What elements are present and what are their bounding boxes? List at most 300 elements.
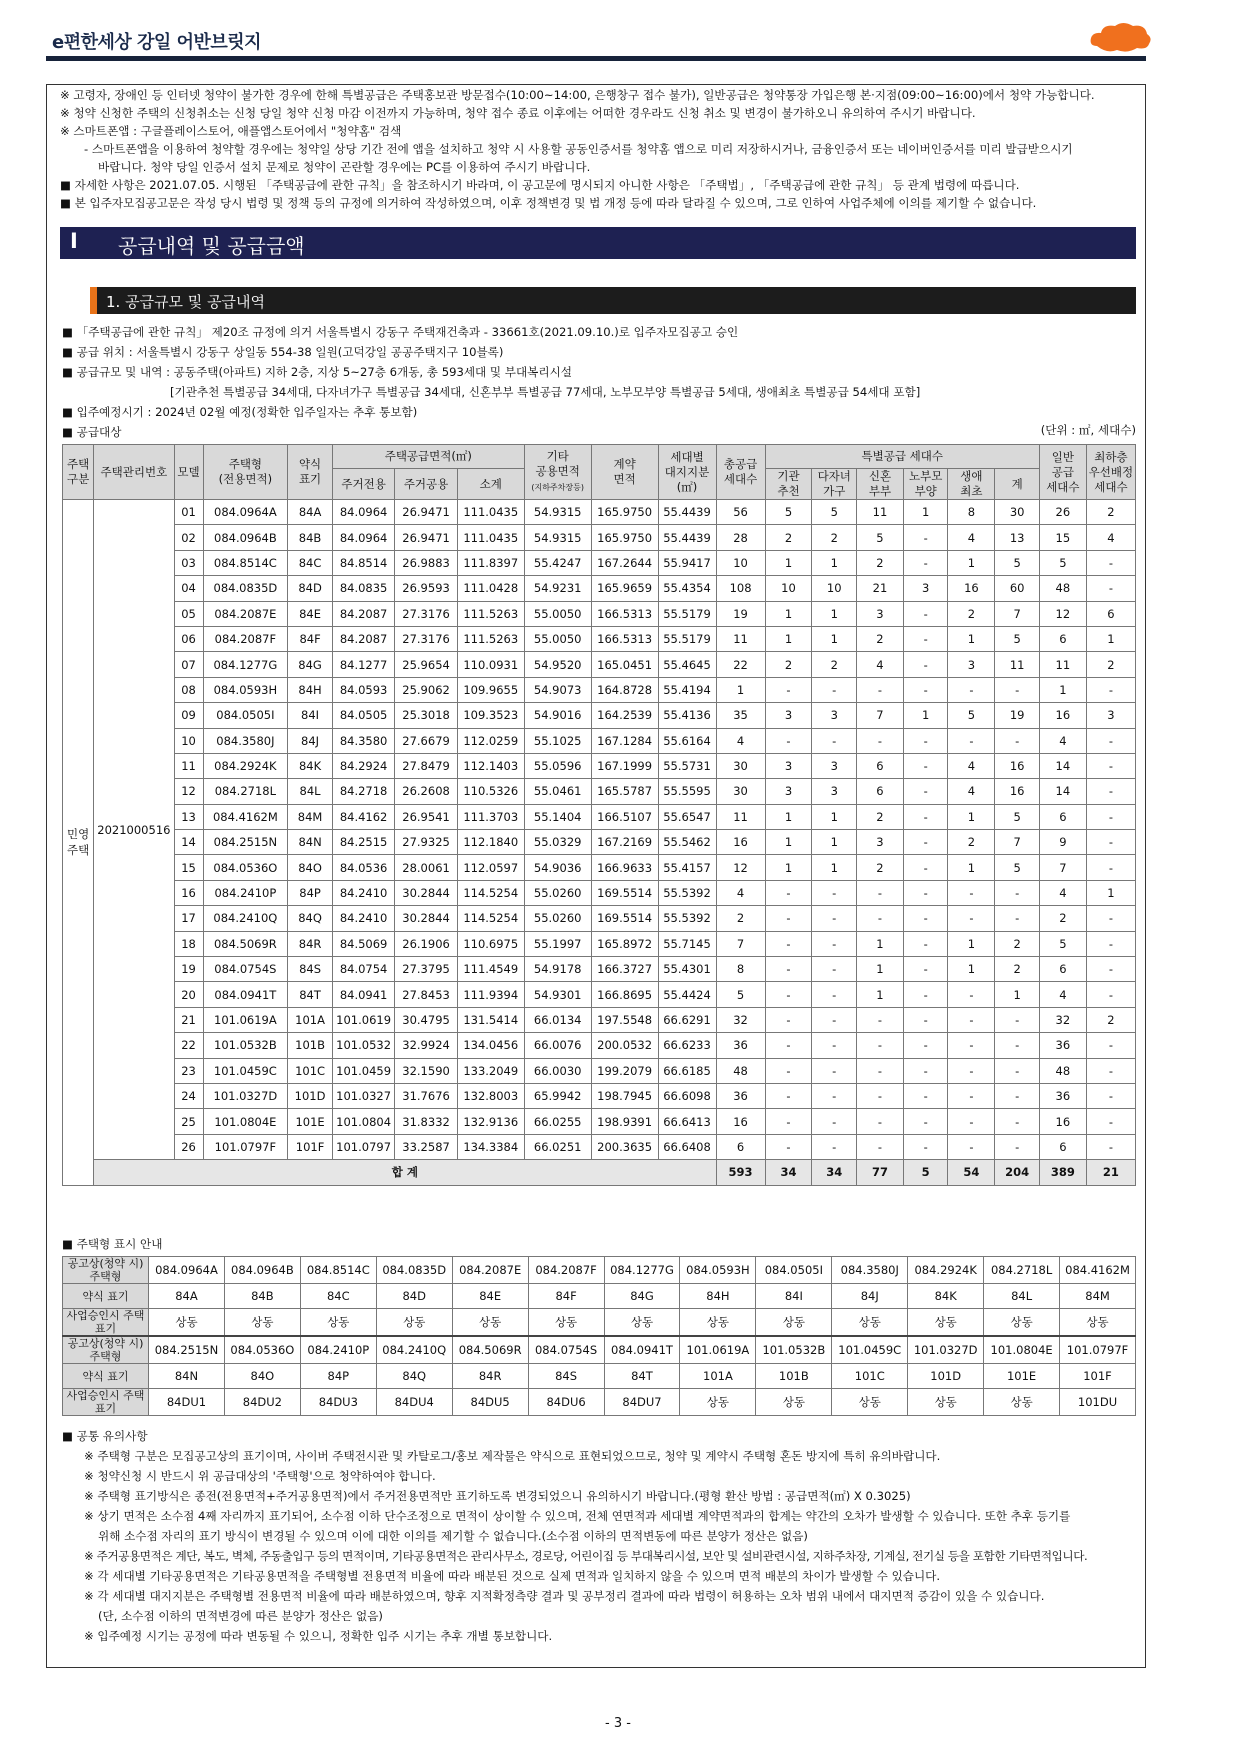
- table-cell: 19: [716, 601, 765, 626]
- table-cell: 20: [174, 982, 203, 1007]
- table-cell: 55.6547: [658, 804, 716, 829]
- type-cell: 84D: [376, 1284, 452, 1309]
- table-cell: -: [1086, 728, 1135, 753]
- table-cell: 55.5392: [658, 906, 716, 931]
- table-cell: 2: [857, 855, 904, 880]
- table-cell: 16: [716, 1109, 765, 1134]
- col-common: 주거공용: [395, 469, 457, 500]
- type-cell: 084.5069R: [452, 1336, 528, 1364]
- type-cell: 084.2087F: [528, 1257, 604, 1284]
- col-s5: 생애 최초: [948, 469, 995, 500]
- table-cell: -: [948, 1134, 995, 1159]
- table-cell: 10: [765, 576, 812, 601]
- table-cell: -: [948, 677, 995, 702]
- table-cell: 169.5514: [591, 906, 658, 931]
- table-cell: -: [812, 1007, 857, 1032]
- table-cell: 32: [716, 1007, 765, 1032]
- col-s1: 기관 추천: [765, 469, 812, 500]
- table-cell: 55.5462: [658, 830, 716, 855]
- table-cell: 27.3176: [395, 626, 457, 651]
- note-line: ※ 청약신청 시 반드시 위 공급대상의 '주택형'으로 청약하여야 합니다.: [84, 1469, 436, 1483]
- table-cell: 11: [174, 753, 203, 778]
- type-cell: 101D: [908, 1364, 984, 1389]
- table-cell: -: [765, 1134, 812, 1159]
- note-line: ※ 입주예정 시기는 공정에 따라 변동될 수 있으니, 정확한 입주 시기는 추후 개별 통보합니다.: [84, 1629, 553, 1643]
- table-cell: 4: [1086, 525, 1135, 550]
- note-line: ※ 청약 신청한 주택의 신청취소는 신청 당일 청약 신청 마감 이전까지 가능하며, 청약 접수 종료 이후에는 어떠한 경우라도 신청 취소 및 변경이 불가하오니 유의하여 주시기 바랍니다.: [60, 106, 976, 120]
- table-cell: 55.5179: [658, 626, 716, 651]
- table-cell: 166.5313: [591, 601, 658, 626]
- table-cell: -: [765, 1058, 812, 1083]
- type-cell: 101B: [756, 1364, 832, 1389]
- table-cell: 7: [995, 601, 1040, 626]
- table-cell: -: [857, 1083, 904, 1108]
- table-cell: -: [1086, 906, 1135, 931]
- table-cell: 66.0134: [524, 1007, 591, 1032]
- table-cell: 32.1590: [395, 1058, 457, 1083]
- table-cell: 06: [174, 626, 203, 651]
- table-cell: 197.5548: [591, 1007, 658, 1032]
- table-cell: -: [765, 880, 812, 905]
- table-cell: 2: [1086, 652, 1135, 677]
- table-cell: 7: [857, 703, 904, 728]
- table-cell: -: [995, 1134, 1040, 1159]
- table-cell: -: [1086, 1058, 1135, 1083]
- table-cell: 30.4795: [395, 1007, 457, 1032]
- table-cell: 16: [1039, 703, 1086, 728]
- type-cell: 084.0964B: [224, 1257, 300, 1284]
- note-line: ■ 본 입주자모집공고문은 작성 당시 법령 및 정책 등의 규정에 의거하여 작성하였으며, 이후 정책변경 및 법 개정 등에 따라 달라질 수 있으며, 그로 인하여 사업주체에 이의를 제기할 수 없습니다.: [60, 196, 1037, 210]
- subsection-title: 1. 공급규모 및 공급내역: [106, 293, 266, 311]
- type-cell: 084.0505I: [756, 1257, 832, 1284]
- table-cell: 3: [765, 753, 812, 778]
- table-cell: 3: [857, 830, 904, 855]
- table-cell: -: [948, 728, 995, 753]
- type-cell: 상동: [756, 1389, 832, 1416]
- table-cell: 112.1840: [457, 830, 524, 855]
- type-cell: 084.0593H: [680, 1257, 756, 1284]
- type-cell: 101.0804E: [984, 1336, 1060, 1364]
- type-cell: 84DU1: [149, 1389, 225, 1416]
- table-row: [63, 677, 1136, 702]
- type-cell: 84G: [604, 1284, 680, 1309]
- table-cell: 12: [174, 779, 203, 804]
- type-cell: 101.0532B: [756, 1336, 832, 1364]
- table-cell: 109.9655: [457, 677, 524, 702]
- table-cell: 84.0754: [332, 957, 394, 982]
- table-cell: 1: [948, 550, 995, 575]
- table-cell: -: [765, 728, 812, 753]
- table-row: [63, 906, 1136, 931]
- col-subtotal: 소계: [457, 469, 524, 500]
- table-row: [63, 703, 1136, 728]
- table-cell: 03: [174, 550, 203, 575]
- table-cell: 3: [812, 753, 857, 778]
- table-cell: 55.1997: [524, 931, 591, 956]
- note-line: ※ 주택형 표기방식은 종전(전용면적+주거공용면적)에서 주거전용면적만 표기하도록 변경되었으니 유의하시기 바랍니다.(평형 환산 방법 : 공급면적(㎡) X 0.3025): [84, 1489, 911, 1503]
- col-excl: 주거전용: [332, 469, 394, 500]
- total-cell: 21: [1086, 1160, 1135, 1185]
- type-cell: 상동: [908, 1309, 984, 1337]
- type-cell: 상동: [1060, 1309, 1136, 1337]
- table-cell: 84C: [288, 550, 333, 575]
- table-cell: -: [1086, 1033, 1135, 1058]
- table-cell: 111.0428: [457, 576, 524, 601]
- table-cell: -: [903, 728, 948, 753]
- table-cell: 084.3580J: [203, 728, 288, 753]
- table-cell: 26.9883: [395, 550, 457, 575]
- table-cell: 108: [716, 576, 765, 601]
- table-cell: 133.2049: [457, 1058, 524, 1083]
- table-cell: 15: [174, 855, 203, 880]
- table-cell: 167.2169: [591, 830, 658, 855]
- note-line: (단, 소수점 이하의 면적변경에 따른 분양가 정산은 없음): [98, 1609, 383, 1623]
- col-contract: 계약 면적: [591, 445, 658, 500]
- table-cell: 1: [765, 626, 812, 651]
- table-cell: 084.0754S: [203, 957, 288, 982]
- type-cell: 84N: [149, 1364, 225, 1389]
- table-cell: 198.9391: [591, 1109, 658, 1134]
- table-cell: -: [903, 753, 948, 778]
- table-cell: 101B: [288, 1033, 333, 1058]
- table-cell: -: [765, 957, 812, 982]
- table-cell: -: [995, 677, 1040, 702]
- type-cell: 084.2718L: [984, 1257, 1060, 1284]
- table-cell: 26: [174, 1134, 203, 1159]
- type-cell: 084.0964A: [149, 1257, 225, 1284]
- table-cell: 84P: [288, 880, 333, 905]
- table-row: [63, 779, 1136, 804]
- table-cell: 30: [716, 753, 765, 778]
- type-cell: 084.0941T: [604, 1336, 680, 1364]
- type-cell: 084.2515N: [149, 1336, 225, 1364]
- notice-notes: [60, 86, 1140, 212]
- table-cell: -: [903, 626, 948, 651]
- table-cell: 84K: [288, 753, 333, 778]
- table-cell: 111.9394: [457, 982, 524, 1007]
- type-row: [63, 1389, 1136, 1416]
- table-cell: 199.2079: [591, 1058, 658, 1083]
- table-cell: 32.9924: [395, 1033, 457, 1058]
- table-cell: 1: [948, 931, 995, 956]
- table-cell: 200.0532: [591, 1033, 658, 1058]
- table-cell: 66.6291: [658, 1007, 716, 1032]
- note-line: ※ 스마트폰앱 : 구글플레이스토어, 애플앱스토어에서 "청약홈" 검색: [60, 124, 402, 138]
- table-cell: 200.3635: [591, 1134, 658, 1159]
- table-cell: 1: [812, 626, 857, 651]
- supply-info: [62, 322, 1138, 442]
- table-cell: -: [1086, 550, 1135, 575]
- table-cell: 1: [857, 957, 904, 982]
- table-cell: 65.9942: [524, 1083, 591, 1108]
- table-cell: 55.9417: [658, 550, 716, 575]
- table-cell: -: [857, 677, 904, 702]
- type-cell: 상동: [376, 1309, 452, 1337]
- section-header: [60, 227, 1136, 259]
- subsection-accent: [90, 287, 97, 314]
- table-cell: 17: [174, 906, 203, 931]
- table-row: [63, 957, 1136, 982]
- table-cell: 11: [995, 652, 1040, 677]
- table-cell: 84.0835: [332, 576, 394, 601]
- total-cell: 34: [765, 1160, 812, 1185]
- info-line: ■ 공급대상: [62, 425, 122, 439]
- table-cell: 4: [948, 753, 995, 778]
- table-row: [63, 550, 1136, 575]
- table-cell: 2: [1086, 1007, 1135, 1032]
- table-cell: 84.5069: [332, 931, 394, 956]
- table-cell: 112.1403: [457, 753, 524, 778]
- table-cell: 16: [174, 880, 203, 905]
- type-cell: 084.1277G: [604, 1257, 680, 1284]
- table-cell: 084.0536O: [203, 855, 288, 880]
- table-cell: 6: [1039, 626, 1086, 651]
- table-cell: 101.0532B: [203, 1033, 288, 1058]
- table-cell: 1: [765, 830, 812, 855]
- table-cell: 164.8728: [591, 677, 658, 702]
- table-cell: 21: [174, 1007, 203, 1032]
- table-cell: -: [765, 1109, 812, 1134]
- table-cell: 2: [812, 652, 857, 677]
- type-cell: 101.0459C: [832, 1336, 908, 1364]
- table-cell: 84B: [288, 525, 333, 550]
- table-cell: 84.0964: [332, 525, 394, 550]
- type-cell: 84A: [149, 1284, 225, 1309]
- type-cell: 101F: [1060, 1364, 1136, 1389]
- table-cell: 84A: [288, 500, 333, 525]
- type-cell: 84K: [908, 1284, 984, 1309]
- table-cell: 084.8514C: [203, 550, 288, 575]
- table-cell: 1: [948, 957, 995, 982]
- table-cell: 167.2644: [591, 550, 658, 575]
- type-cell: 상동: [604, 1309, 680, 1337]
- table-cell: 8: [948, 500, 995, 525]
- table-cell: 6: [716, 1134, 765, 1159]
- table-cell: 26: [1039, 500, 1086, 525]
- table-cell: -: [812, 931, 857, 956]
- table-cell: 111.3703: [457, 804, 524, 829]
- type-cell: 상동: [300, 1309, 376, 1337]
- table-cell: -: [1086, 1083, 1135, 1108]
- table-cell: 55.0329: [524, 830, 591, 855]
- info-line: ■ 공급규모 및 내역 : 공동주택(아파트) 지하 2층, 지상 5~27층 6개동, 총 593세대 및 부대복리시설: [62, 365, 572, 379]
- table-cell: 111.5263: [457, 626, 524, 651]
- table-cell: 4: [948, 525, 995, 550]
- table-cell: 27.3176: [395, 601, 457, 626]
- table-cell: 6: [1039, 957, 1086, 982]
- table-cell: 3: [812, 779, 857, 804]
- table-cell: -: [812, 906, 857, 931]
- table-cell: 1: [812, 855, 857, 880]
- page-number: - 3 -: [605, 1716, 631, 1731]
- table-cell: 24: [174, 1083, 203, 1108]
- table-cell: 084.1277G: [203, 652, 288, 677]
- total-cell: 593: [716, 1160, 765, 1185]
- type-cell: 084.0536O: [224, 1336, 300, 1364]
- type-row-label: 공고상(청약 시) 주택형: [63, 1336, 149, 1364]
- table-cell: -: [1086, 753, 1135, 778]
- mgmt-number-cell: 2021000516: [94, 500, 174, 1160]
- table-cell: 5: [857, 525, 904, 550]
- col-lowest: 최하층 우선배정 세대수: [1086, 445, 1135, 500]
- table-cell: 26.9471: [395, 525, 457, 550]
- col-mgmt-no: 주택관리번호: [94, 445, 174, 500]
- table-cell: -: [903, 1007, 948, 1032]
- table-cell: 6: [1086, 601, 1135, 626]
- table-cell: 110.6975: [457, 931, 524, 956]
- table-cell: 66.6098: [658, 1083, 716, 1108]
- type-cell: 상동: [832, 1389, 908, 1416]
- table-cell: 101.0327D: [203, 1083, 288, 1108]
- table-cell: 084.0964A: [203, 500, 288, 525]
- table-cell: 5: [765, 500, 812, 525]
- table-row: [63, 1083, 1136, 1108]
- table-cell: 166.9633: [591, 855, 658, 880]
- table-cell: 1: [903, 703, 948, 728]
- table-cell: 84E: [288, 601, 333, 626]
- table-cell: 48: [716, 1058, 765, 1083]
- document-title: e편한세상 강일 어반브릿지: [52, 32, 262, 53]
- note-line: - 스마트폰앱을 이용하여 청약할 경우에는 청약일 상당 기간 전에 앱을 설치하고 청약 시 사용할 공동인증서를 청약홈 앱으로 미리 저장하시거나, 금융인증서 또는 네이버인증서를 미리 발급받으시기: [84, 142, 1073, 156]
- table-cell: 26.9471: [395, 500, 457, 525]
- table-cell: 132.8003: [457, 1083, 524, 1108]
- table-cell: -: [1086, 576, 1135, 601]
- table-cell: 6: [1039, 804, 1086, 829]
- table-cell: -: [903, 1033, 948, 1058]
- table-cell: 132.9136: [457, 1109, 524, 1134]
- table-cell: 101A: [288, 1007, 333, 1032]
- table-cell: -: [903, 855, 948, 880]
- table-cell: 84.2410: [332, 906, 394, 931]
- table-cell: 11: [857, 500, 904, 525]
- type-cell: 084.3580J: [832, 1257, 908, 1284]
- table-cell: -: [857, 1033, 904, 1058]
- table-cell: -: [995, 1058, 1040, 1083]
- table-cell: 25.9654: [395, 652, 457, 677]
- table-cell: -: [765, 931, 812, 956]
- type-cell: 101E: [984, 1364, 1060, 1389]
- table-cell: 55.0260: [524, 880, 591, 905]
- table-cell: 55.4194: [658, 677, 716, 702]
- brand-cloud-icon: [1087, 20, 1153, 56]
- table-cell: 55.4247: [524, 550, 591, 575]
- table-cell: 12: [1039, 601, 1086, 626]
- type-cell: 84DU5: [452, 1389, 528, 1416]
- table-cell: 1: [903, 500, 948, 525]
- table-cell: 15: [1039, 525, 1086, 550]
- table-row: [63, 525, 1136, 550]
- table-cell: 54.9016: [524, 703, 591, 728]
- type-cell: 084.2410P: [300, 1336, 376, 1364]
- table-cell: 84L: [288, 779, 333, 804]
- type-cell: 84O: [224, 1364, 300, 1389]
- table-cell: 66.6185: [658, 1058, 716, 1083]
- table-cell: 12: [716, 855, 765, 880]
- type-row-label: 약식 표기: [63, 1284, 149, 1309]
- table-cell: 3: [765, 703, 812, 728]
- type-cell: 084.2410Q: [376, 1336, 452, 1364]
- table-cell: 1: [1086, 880, 1135, 905]
- type-cell: 084.4162M: [1060, 1257, 1136, 1284]
- table-cell: 109.3523: [457, 703, 524, 728]
- table-cell: -: [948, 1083, 995, 1108]
- table-cell: 27.9325: [395, 830, 457, 855]
- table-cell: -: [995, 1007, 1040, 1032]
- table-cell: 6: [857, 779, 904, 804]
- table-cell: 26.2608: [395, 779, 457, 804]
- table-cell: 1: [948, 855, 995, 880]
- type-cell: 84H: [680, 1284, 756, 1309]
- table-cell: 27.6679: [395, 728, 457, 753]
- table-cell: 84.8514: [332, 550, 394, 575]
- table-row: [63, 1134, 1136, 1159]
- table-cell: -: [948, 1109, 995, 1134]
- table-cell: 101D: [288, 1083, 333, 1108]
- table-cell: 165.0451: [591, 652, 658, 677]
- table-cell: 7: [716, 931, 765, 956]
- table-cell: -: [903, 550, 948, 575]
- table-cell: 166.5313: [591, 626, 658, 651]
- table-cell: 134.3384: [457, 1134, 524, 1159]
- table-cell: 84.3580: [332, 728, 394, 753]
- type-row: [63, 1284, 1136, 1309]
- type-cell: 84L: [984, 1284, 1060, 1309]
- table-cell: 84Q: [288, 906, 333, 931]
- table-cell: -: [812, 1033, 857, 1058]
- table-row: [63, 804, 1136, 829]
- table-cell: 5: [995, 855, 1040, 880]
- table-cell: -: [1086, 677, 1135, 702]
- table-cell: -: [995, 880, 1040, 905]
- table-cell: 11: [716, 626, 765, 651]
- table-cell: 55.0461: [524, 779, 591, 804]
- table-row: [63, 728, 1136, 753]
- table-cell: 11: [1039, 652, 1086, 677]
- type-cell: 상동: [149, 1309, 225, 1337]
- table-cell: 5: [948, 703, 995, 728]
- type-cell: 84I: [756, 1284, 832, 1309]
- table-cell: 1: [948, 626, 995, 651]
- type-cell: 84R: [452, 1364, 528, 1389]
- table-cell: 84J: [288, 728, 333, 753]
- col-s4: 노부모 부양: [903, 469, 948, 500]
- col-s3: 신혼 부부: [857, 469, 904, 500]
- table-cell: 26.1906: [395, 931, 457, 956]
- type-cell: 상동: [680, 1309, 756, 1337]
- table-cell: 084.2924K: [203, 753, 288, 778]
- type-cell: 84DU7: [604, 1389, 680, 1416]
- total-cell: 54: [948, 1160, 995, 1185]
- table-cell: 31.7676: [395, 1083, 457, 1108]
- note-line: ※ 상기 면적은 소수점 4째 자리까지 표기되어, 소수점 이하 단수조정으로 면적이 상이할 수 있으며, 전체 연면적과 세대별 계약면적과의 합계는 약간의 오차가 발생할 수 있습니다. 또한 추후 등기를: [84, 1509, 1071, 1523]
- table-cell: -: [903, 652, 948, 677]
- type-row-label: 사업승인시 주택표기: [63, 1309, 149, 1337]
- table-cell: 084.2515N: [203, 830, 288, 855]
- table-cell: 1: [995, 982, 1040, 1007]
- table-cell: 3: [948, 652, 995, 677]
- table-cell: 13: [174, 804, 203, 829]
- table-cell: 84.2087: [332, 626, 394, 651]
- col-special-group: 특별공급 세대수: [765, 445, 1039, 469]
- note-line: 위해 소수점 자리의 표기 방식이 변경될 수 있으며 이에 대한 이의를 제기할 수 없습니다.(소수점 이하의 면적변동에 따른 분양가 정산은 없음): [98, 1529, 808, 1543]
- house-kind-cell: 민영 주택: [63, 500, 94, 1186]
- table-cell: 23: [174, 1058, 203, 1083]
- table-cell: -: [1086, 1134, 1135, 1159]
- table-cell: 28: [716, 525, 765, 550]
- table-cell: 2: [765, 652, 812, 677]
- table-cell: 84.0505: [332, 703, 394, 728]
- table-cell: -: [765, 906, 812, 931]
